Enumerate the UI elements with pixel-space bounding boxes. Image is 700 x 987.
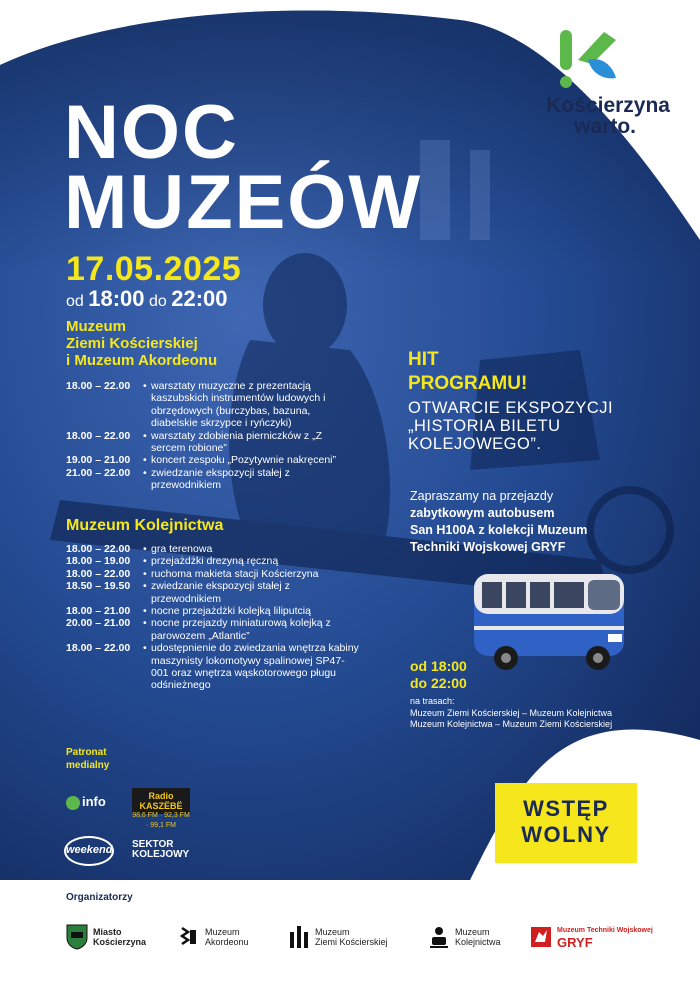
bus-invite	[410, 488, 587, 556]
bullet: •	[143, 605, 147, 618]
bus-hours-line2: do 22:00	[410, 675, 467, 691]
radio-logo-text: Radio KASZËBË	[139, 791, 183, 811]
schedule-time: 20.00 – 21.00	[66, 617, 131, 630]
radio-kaszebe-logo	[132, 788, 190, 829]
bus-routes	[410, 696, 612, 731]
bus-hours	[410, 658, 467, 692]
bullet: •	[143, 454, 147, 467]
organizer-miasto-koscierzyna	[66, 924, 146, 950]
schedule-desc: ruchoma makieta stacji Kościerzyna	[151, 567, 319, 580]
title-line1: NOC	[64, 90, 239, 175]
schedule-row	[66, 580, 359, 605]
weekend-fm-logo: weekend	[64, 836, 114, 866]
organizer-muzeum-gryf	[530, 924, 653, 950]
bullet: •	[143, 466, 147, 479]
organizers-label: Organizatorzy	[66, 892, 133, 903]
free-entry-badge	[495, 783, 637, 863]
invite-bold-line: Techniki Wojskowej GRYF	[410, 540, 566, 554]
hours-from-word: od	[66, 293, 84, 310]
schedule-desc: warsztaty zdobienia pierniczków z „Z sercem robione”	[151, 429, 322, 455]
bus-hours-line1: od 18:00	[410, 658, 467, 674]
bullet: •	[143, 429, 147, 442]
schedule-row	[66, 454, 359, 466]
bullet: •	[143, 580, 147, 593]
route-2: Muzeum Kolejnictwa – Muzeum Ziemi Kościerskiej	[410, 719, 613, 729]
org-line1: Miasto	[93, 927, 122, 937]
bullet: •	[143, 642, 147, 655]
hit-heading	[408, 348, 527, 396]
schedule-row	[66, 568, 359, 580]
info-logo	[66, 794, 106, 810]
event-date: 17.05.2025	[66, 250, 242, 288]
org-line1: Muzeum Techniki Wojskowej	[557, 926, 653, 934]
bullet: •	[143, 567, 147, 580]
schedule-time: 18.00 – 22.00	[66, 429, 131, 442]
sektor-kolejowy-logo	[132, 840, 189, 860]
schedule-time: 18.00 – 22.00	[66, 567, 131, 580]
org-line2: Kolejnictwa	[455, 937, 501, 947]
title-line2: MUZEÓW	[64, 160, 423, 245]
coat-of-arms-icon	[66, 924, 88, 950]
schedule-row	[66, 617, 359, 642]
bullet: •	[143, 543, 147, 555]
schedule-desc: udostępnienie do zwiedzania wnętrza kabiny maszynisty lokomotywy spalinowej SP47-001 oraz wnętrza wąskotorowego pługu odśnieżnego	[151, 642, 359, 692]
logo-line1: Kościerzyna	[546, 94, 670, 117]
event-title	[64, 90, 423, 245]
patronage-label-line1: Patronat	[66, 747, 107, 758]
organizer-muzeum-kolejnictwa	[428, 924, 501, 950]
schedule-desc: gra terenowa	[151, 543, 213, 555]
schedule-row	[66, 642, 359, 692]
museum1-title	[66, 318, 217, 369]
hit-line1: HIT	[408, 349, 439, 370]
event-hours	[66, 286, 228, 312]
radio-freq: 98,6 FM · 92,3 FM · 99,1 FM	[132, 812, 190, 829]
bullet: •	[143, 380, 147, 392]
org-line2: Ziemi Kościerskiej	[315, 937, 388, 947]
entry-line2: WOLNY	[521, 822, 611, 847]
sektor-line2: KOLEJOWY	[132, 849, 190, 860]
schedule-time: 18.00 – 22.00	[66, 642, 131, 655]
hit-text	[408, 399, 613, 453]
route-1: Muzeum Ziemi Kościerskiej – Muzeum Kolejnictwa	[410, 707, 613, 718]
entry-line1: WSTĘP	[523, 796, 609, 821]
museum1-title-line: Ziemi Kościerskiej	[66, 335, 198, 352]
hours-to-word: do	[148, 293, 167, 310]
schedule-desc: zwiedzanie ekspozycji stałej z przewodnikiem	[151, 580, 290, 605]
accordion-icon	[178, 924, 200, 950]
organizer-muzeum-akordeonu	[178, 924, 249, 950]
hit-line2: PROGRAMU!	[408, 373, 528, 394]
museum1-title-line: i Muzeum Akordeonu	[66, 352, 218, 369]
info-logo-text: info	[82, 794, 106, 809]
schedule-desc: warsztaty muzyczne z prezentacją kaszubskich instrumentów ludowych i obrzędowych (burczybas, bazuna, diabelskie skrzypce i ryńczyki)	[151, 380, 326, 430]
org-line2: GRYF	[557, 934, 593, 950]
griffin-icon	[530, 924, 552, 950]
schedule-row	[66, 543, 359, 555]
schedule-row	[66, 605, 359, 617]
org-line1: Muzeum	[205, 927, 240, 937]
hit-text-line: KOLEJOWEGO”.	[408, 435, 542, 453]
museum2-title: Muzeum Kolejnictwa	[66, 517, 224, 534]
schedule-desc: zwiedzanie ekspozycji stałej z przewodnikiem	[151, 466, 290, 492]
schedule-row	[66, 467, 359, 492]
museum1-schedule	[66, 380, 359, 492]
schedule-desc: nocne przejazdy miniaturową kolejką z parowozem „Atlantic”	[151, 617, 331, 642]
schedule-desc: koncert zespołu „Pozytywnie nakręceni”	[151, 454, 337, 467]
railway-icon	[428, 924, 450, 950]
logo-line2: warto.	[574, 115, 636, 138]
invite-line: Zapraszamy na przejazdy	[410, 489, 554, 503]
schedule-desc: nocne przejażdżki kolejką liliputcią	[151, 605, 311, 618]
building-icon	[288, 924, 310, 950]
schedule-time: 18.00 – 22.00	[66, 380, 131, 392]
patronage-label	[66, 746, 109, 772]
routes-label: na trasach:	[410, 696, 455, 706]
info-dot-icon	[66, 796, 80, 810]
koscierzyna-logo-icon	[558, 30, 622, 90]
schedule-time: 18.50 – 19.50	[66, 580, 131, 593]
organizer-muzeum-ziemi-koscierskiej	[288, 924, 388, 950]
hours-from: 18:00	[88, 286, 145, 311]
schedule-time: 18.00 – 21.00	[66, 605, 131, 618]
schedule-desc: przejażdżki drezyną ręczną	[151, 555, 279, 568]
bullet: •	[143, 617, 147, 630]
museum1-title-line: Muzeum	[66, 318, 126, 335]
schedule-time: 19.00 – 21.00	[66, 454, 131, 467]
schedule-row	[66, 380, 359, 430]
invite-bold-line: San H100A z kolekcji Muzeum	[410, 523, 588, 537]
schedule-time: 18.00 – 19.00	[66, 555, 131, 568]
hit-text-line: OTWARCIE EKSPOZYCJI	[408, 399, 614, 417]
org-line1: Muzeum	[455, 927, 490, 937]
sektor-line1: SEKTOR	[132, 839, 174, 850]
bullet: •	[143, 555, 147, 568]
invite-bold-line: zabytkowym autobusem	[410, 506, 555, 520]
schedule-time: 18.00 – 22.00	[66, 543, 131, 555]
patronage-label-line2: medialny	[66, 760, 110, 771]
schedule-row	[66, 555, 359, 567]
hit-text-line: „HISTORIA BILETU	[408, 417, 561, 435]
vintage-bus-image	[470, 564, 630, 692]
hours-to: 22:00	[171, 286, 228, 311]
museum2-schedule	[66, 543, 359, 692]
org-line2: Kościerzyna	[93, 937, 147, 947]
schedule-time: 21.00 – 22.00	[66, 466, 131, 479]
schedule-row	[66, 430, 359, 455]
org-line1: Muzeum	[315, 927, 350, 937]
logo-text	[510, 95, 670, 137]
org-line2: Akordeonu	[205, 937, 249, 947]
